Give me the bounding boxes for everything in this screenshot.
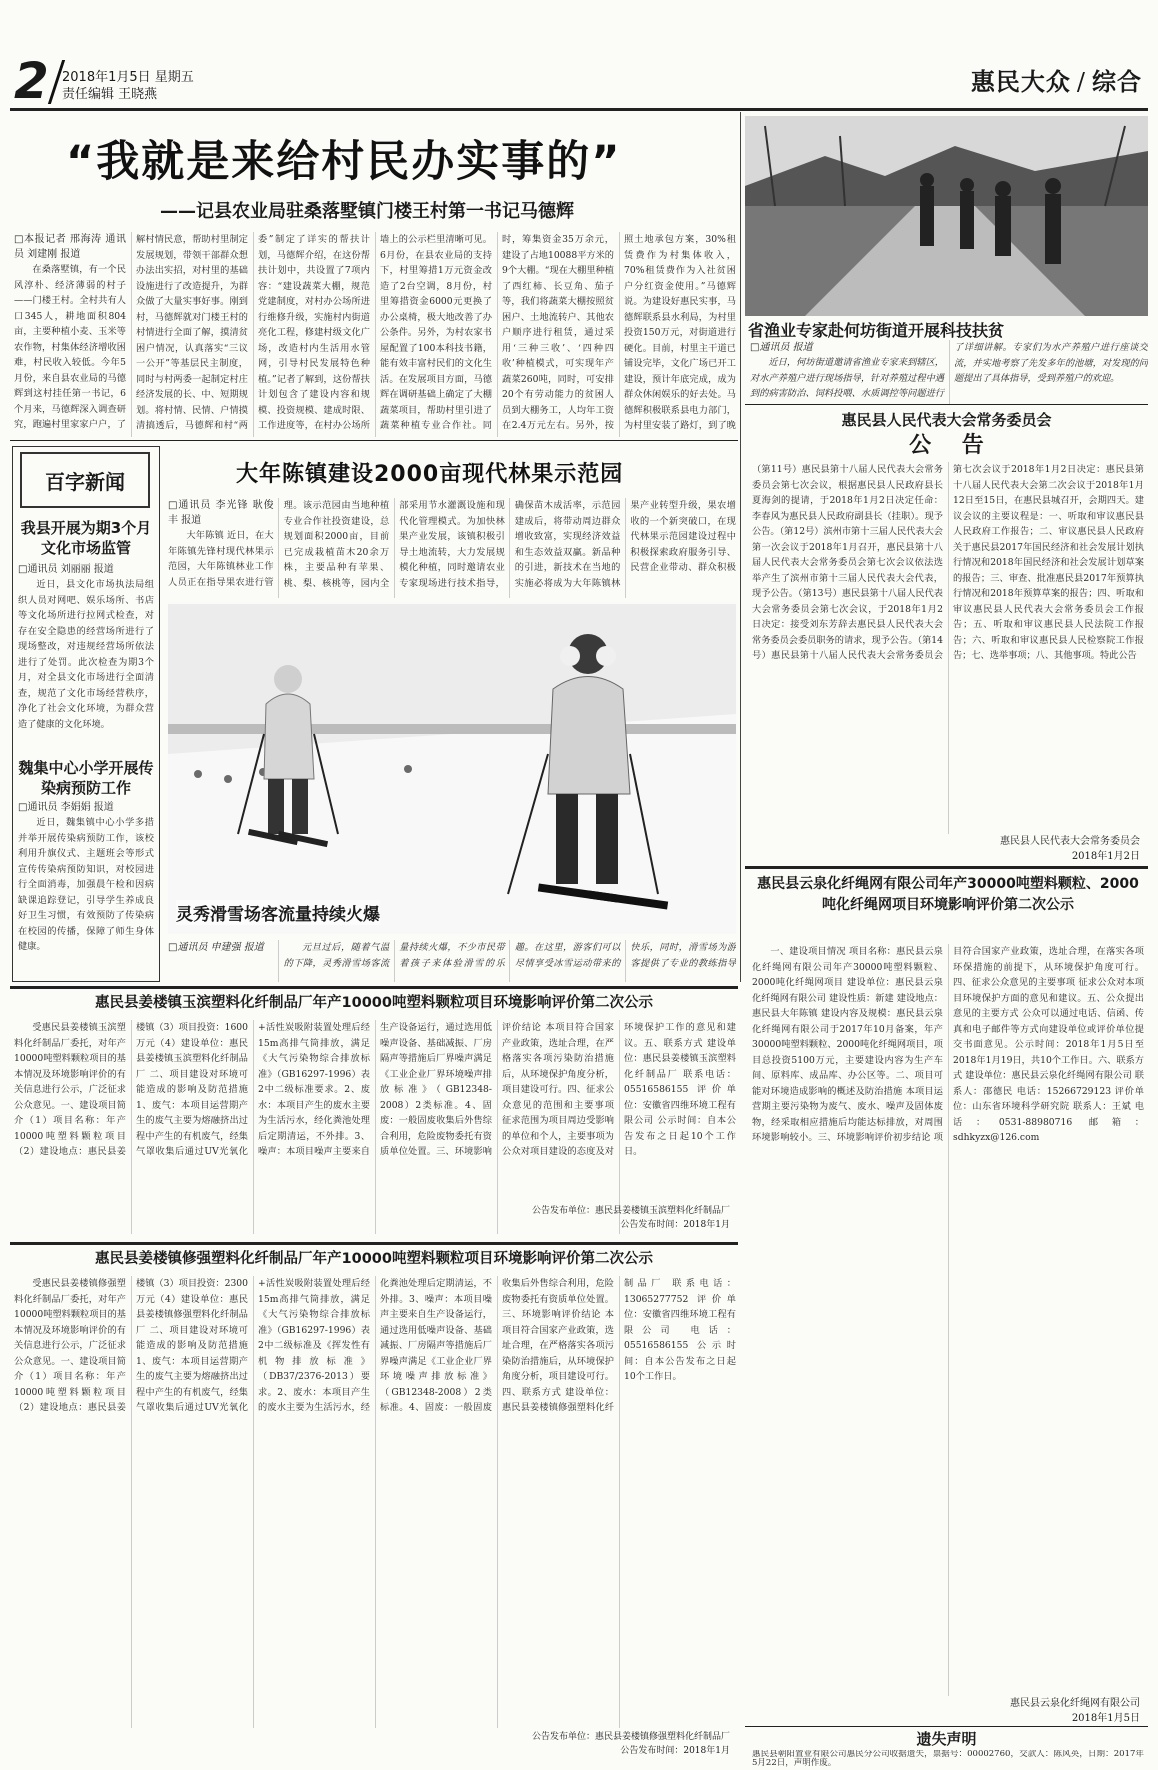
notice-top-rule [745, 404, 1148, 405]
expert-text-block [750, 340, 1148, 404]
news-item-1-title: 我县开展为期3个月文化市场监管 [20, 519, 152, 557]
env3-date: 2018年1月5日 [1071, 1713, 1140, 1724]
notice-body [752, 462, 1144, 834]
right-column-rule [740, 112, 741, 982]
ski-body [168, 940, 736, 982]
ski-text: 元旦过后，随着气温的下降，灵秀滑雪场客流量持续火爆，不少市民带着孩子来体验滑雪的乐趣。在这里，游客们可以尽情享受冰雪运动带来的快乐，同时，滑雪场为游客提供了专业的教练指导 [283, 942, 736, 969]
forest-body [168, 498, 736, 598]
lead-bottom-rule [10, 440, 738, 441]
env3-title: 惠民县云泉化纤绳网有限公司年产30000吨塑料颗粒、2000吨化纤绳网项目环境影响评价第二次公示 [757, 876, 1139, 913]
news-item-1-text: 近日，县文化市场执法局组织人员对网吧、娱乐场所、书店等文化场所进行拉网式检查，对存在安全隐患的经营场所进行了现场整改，对违规经营场所依法进行了处罚。此次检查为期3个月，对全县文化市场进行全面清查，规范了文化市场经营秩序，净化了社会文化环境，为群众营造了健康的文化环境。 [18, 579, 154, 730]
lead-byline: □本报记者 邢海涛 通讯员 刘建刚 报道 [14, 234, 126, 260]
forest-byline: □通讯员 李光锋 耿俊丰 报道 [168, 500, 274, 526]
lost-title: 遗失声明 [916, 1730, 977, 1748]
brand-name: 惠民大众 [970, 67, 1071, 96]
env2-top-rule [10, 1242, 738, 1245]
lost-top-rule [745, 1726, 1148, 1727]
ski-photo [168, 604, 736, 934]
section-name: 综合 [1092, 67, 1142, 96]
expert-photo [745, 116, 1148, 316]
page-number: 2 [14, 52, 49, 110]
ski-caption: 灵秀滑雪场客流量持续火爆 [176, 900, 380, 925]
env2-body [14, 1276, 736, 1728]
env2-date: 公告发布时间：2018年1月 [620, 1746, 730, 1756]
lost-body: 惠民县朝阳置业有限公司惠民分公司收据遗失，票据号：00002760，交款人：陈风英，日期：2017年5月22日，声明作废。 [752, 1750, 1144, 1768]
env3-body [752, 944, 1144, 1696]
env1-text: 受惠民县姜楼镇玉滨塑料化纤制品厂委托，对年产10000吨塑料颗粒项目的基本情况及环境影响评价的有关信息进行公示，广泛征求公众意见。一、建设项目简介（1）项目名称：年产10000吨塑料颗粒项目（2）建设地点：惠民县姜楼镇（3）项目投资：1600万元（4）建设单位：惠民县姜楼镇玉滨塑料化纤制品厂 二、项目建设对环境可能造成的影响及防范措施 1、废气：本项目运营期产生的废气主要为熔融挤出过程中产生的有机废气，经集气罩收集后通过UV光氧化+活性炭吸附装置处理后经15m高排气筒排放，满足《大气污染物综合排放标准》（GB16297-1996）表2中二级标准要求。2、废水：本项目产生的废水主要为生活污水，经化粪池处理后定期清运，不外排。3、噪声：本项目噪声主要来自生产设备运行，通过选用低噪声设备、基础减振、厂房隔声等措施后厂界噪声满足《工业企业厂界环境噪声排放标准》（GB12348-2008）2类标准。4、固废：一般固废收集后外售综合利用，危险废物委托有资质单位处置。三、环境影响评价结论 本项目符合国家产业政策，选址合理，在严格落实各项污染防治措施后，从环境保护角度分析，项目建设可行。四、征求公众意见的范围和主要事项 征求范围为项目周边受影响的单位和个人，主要事项为公众对项目建设的态度及对环境保护工作的意见和建议。五、联系方式 建设单位：惠民县姜楼镇玉滨塑料化纤制品厂 联系电话：05516586155 评价单位：安徽省四维环境工程有限公司 公示时间：自本公告发布之日起10个工作日。 [14, 1022, 736, 1157]
news-item-2 [18, 800, 154, 978]
expert-byline: □通讯员 报道 [750, 342, 813, 353]
notice-date: 2018年1月2日 [1071, 851, 1140, 862]
lead-text: 在桑落墅镇，有一个民风淳朴、经济薄弱的村子——门楼王村。全村共有人口345人，耕地面积804亩，主要种植小麦、玉米等农作物，村集体经济增收困难，村民收入较低。今年5月份，来自县农业局的马德辉到这村挂任第一书记，6个月来，马德辉深入调查研究，跑遍村里家家户户，了解村情民意，帮助村里制定发展规划，带领干部群众想办法出实招，对村里的基础设施进行了改造提升，为群众做了大量实事好事。刚到村，马德辉就对门楼王村的村情进行全面了解，摸清贫困户情况，认真落实“三议一公开”等基层民主制度，同时与村两委一起制定村庄经济发展的长、中、短期规划。将村情、民情、户情摸清搞透后，马德辉和村“两委”制定了详实的帮扶计划，马德辉介绍，在这份帮扶计划中，共设置了7项内容：“建设蔬菜大棚，规范党建制度，对村办公场所进行维修升级，实施村内街道亮化工程，修建村级文化广场，改造村内生活用水管网，引导村民发展特色种植。”记者了解到，这份帮扶计划包含了建设内容和规模、投资规模、建成时限、工作进度等，在村办公场所墙上的公示栏里清晰可见。6月份，在县农业局的支持下，村里筹措1万元资金改造了2台空调，8月份，村里筹措资金6000元更换了办公桌椅，极大地改善了办公条件。另外，为村农家书屋配置了100本科技书籍，能有效丰富村民们的文化生活。在发展项目方面，马德辉在调研基础上确定了大棚蔬菜项目，帮助村里引进了蔬菜种植专业合作社。同时，筹集资金35万余元，建设了占地10088平方米的9个大棚。“现在大棚里种植了西红柿、长豆角、茄子等，我们将蔬菜大棚按照贫困户、土地流转户、其他农户顺序进行租赁，通过采用‘三种三收’、‘四种四收’种植模式，可实现年产蔬菜260吨，同时，可安排20个有劳动能力的贫困人员到大棚务工，人均年工资在2.4万元左右。另外，按照土地承包方案，30%租赁费作为村集体收入，70%租赁费作为入社贫困户分红资金使用。”马德辉说。为建设好惠民实事，马德辉联系县水利局，为村里投资150万元，对街道进行硬化。目前，村里主干道已铺设完毕，文化广场已开工建设，预计年底完成，成为群众休闲娱乐的好去处。马德辉积极联系县电力部门，为村里安装了路灯，到了晚 [14, 234, 736, 431]
news-box-logo [20, 452, 150, 508]
news-item-2-title: 魏集中心小学开展传染病预防工作 [18, 759, 154, 797]
env1-date: 公告发布时间：2018年1月 [620, 1220, 730, 1230]
lead-body [14, 232, 736, 437]
notice-header: 惠民县人民代表大会常务委员会 [841, 411, 1052, 429]
news-item-1-byline: □通讯员 刘丽丽 报道 [18, 564, 114, 575]
forest-text: 大年陈镇 近日，在大年陈镇先锋村现代林果示范园，大年陈镇林业工作人员正在指导果农进行管理。该示范园由当地种植专业合作社投资建设，总规划面积2000亩，目前已完成栽植苗木20余万株，主要品种有苹果、桃、梨、核桃等，园内全部采用节水灌溉设施和现代化管理模式。为加快林果产业发展，该镇积极引导土地流转，大力发展规模化种植，同时邀请农业专家现场进行技术指导，确保苗木成活率，示范园建成后，将带动周边群众增收致富，实现经济效益和生态效益双赢。新品种的引进，新技术在当地的实施必将成为大年陈镇林果产业转型升级，果农增收的一个新突破口，在现代林果示范园建设过程中积极探索政府服务引导、民营企业带动、群众积极 [168, 500, 736, 589]
notice-text: （第11号）惠民县第十八届人民代表大会常务委员会第七次会议，根据惠民县人民政府县长夏海剑的提请，于2018年1月2日决定任命：李春风为惠民县人民政府副县长（挂职）。现予公告。（第12号）滨州市第十三届人民代表大会第一次会议于2018年1月召开，惠民县第十八届人民代表大会常务委员会第七次会议依法选举产生了滨州市第十三届人民代表大会代表，现予公告。（第13号）惠民县第十八届人民代表大会常务委员会第七次会议，于2018年1月2日决定：接受刘东芳辞去惠民县人民代表大会常务委员会委员职务的请求，现予公告。（第14号）惠民县第十八届人民代表大会常务委员会第七次会议于2018年1月2日决定：惠民县第十八届人民代表大会第二次会议于2018年1月12日至15日，在惠民县城召开，会期四天。建议会议的主要议程是：一、听取和审议惠民县人民政府工作报告；二、审议惠民县人民政府关于惠民县2017年国民经济和社会发展计划执行情况和2018年国民经济和社会发展计划草案的报告；三、审查、批准惠民县2017年预算执行情况和2018年预算草案的报告；四、听取和审议惠民县人民代表大会常务委员会工作报告；五、听取和审议惠民县人民法院工作报告；六、听取和审议惠民县人民检察院工作报告；七、选举事项；八、其他事项。特此公告 [752, 464, 1144, 661]
env1-top-rule [10, 986, 738, 989]
env2-text: 受惠民县姜楼镇修强塑料化纤制品厂委托，对年产10000吨塑料颗粒项目的基本情况及环境影响评价的有关信息进行公示，广泛征求公众意见。一、建设项目简介（1）项目名称：年产10000吨塑料颗粒项目（2）建设地点：惠民县姜楼镇（3）项目投资：2300万元（4）建设单位：惠民县姜楼镇修强塑料化纤制品厂 二、项目建设对环境可能造成的影响及防范措施 1、废气：本项目运营期产生的废气主要为熔融挤出过程中产生的有机废气，经集气罩收集后通过UV光氧化+活性炭吸附装置处理后经15m高排气筒排放，满足《大气污染物综合排放标准》（GB16297-1996）表2中二级标准及《挥发性有机物排放标准》（DB37/2376-2013）要求。2、废水：本项目产生的废水主要为生活污水，经化粪池处理后定期清运，不外排。3、噪声：本项目噪声主要来自生产设备运行，通过选用低噪声设备、基础减振、厂房隔声等措施后厂界噪声满足《工业企业厂界环境噪声排放标准》（GB12348-2008）2类标准。4、固废：一般固废收集后外售综合利用，危险废物委托有资质单位处置。三、环境影响评价结论 本项目符合国家产业政策，选址合理，在严格落实各项污染防治措施后，从环境保护角度分析，项目建设可行。四、联系方式 建设单位：惠民县姜楼镇修强塑料化纤制品厂 联系电话：13065277752 评价单位：安徽省四维环境工程有限公司 电话：05516586155 公示时间：自本公告发布之日起10个工作日。 [14, 1278, 736, 1413]
env1-signer: 公告发布单位：惠民县姜楼镇玉滨塑料化纤制品厂 [531, 1206, 730, 1216]
notice-signer: 惠民县人民代表大会常务委员会 [1000, 836, 1140, 847]
brand-divider: / [1076, 68, 1086, 96]
notice-signature [900, 834, 1140, 864]
env1-body [14, 1020, 736, 1234]
ski-byline: □通讯员 申建强 报道 [168, 942, 264, 953]
notice-title: 公 告 [909, 433, 984, 458]
notice-bottom-rule [745, 866, 1148, 869]
brand [971, 62, 1142, 97]
env2-signature [480, 1730, 730, 1758]
editor-credit: 责任编辑 王晓燕 [62, 87, 158, 102]
env3-text: 一、建设项目情况 项目名称：惠民县云泉化纤绳网有限公司年产30000吨塑料颗粒、2000吨化纤绳网项目 建设单位：惠民县云泉化纤绳网有限公司 建设性质：新建 建设地点：惠民县大年陈镇 建设内容及规模：惠民县云泉化纤绳网有限公司于2017年10月备案，年产30000吨塑料颗粒、2000吨化纤绳网项目，项目总投资5100万元，主要建设内容为生产车间、原料库、成品库、办公区等。二、项目可能对环境造成影响的概述及防治措施 本项目运营期主要污染物为废气、废水、噪声及固体废物，经采取相应措施后均能达标排放，对周围环境影响较小。三、环境影响评价初步结论 项目符合国家产业政策，选址合理，在落实各项环保措施的前提下，从环境保护角度可行。四、征求公众意见的主要事项 征求公众对本项目环境保护方面的意见和建议。五、公众提出意见的主要方式 公众可以通过电话、信函、传真和电子邮件等方式向建设单位或评价单位提交书面意见。公示时间：2018年1月5日至2018年1月19日，共10个工作日。六、联系方式 建设单位：惠民县云泉化纤绳网有限公司 联系人：邵德民 电话：15266729123 评价单位：山东省环境科学研究院 联系人：王斌 电话：0531-88980716 邮箱：sdhkyzx@126.com [752, 946, 1144, 1143]
lead-subtitle: ——记县农业局驻桑落墅镇门楼王村第一书记马德辉 [160, 201, 574, 222]
lead-title: “我就是来给村民办实事的” [66, 137, 622, 187]
forest-title: 大年陈镇建设2000亩现代林果示范园 [236, 462, 624, 487]
expert-photo-image [745, 116, 1148, 316]
expert-caption: 省渔业专家赴何坊街道开展科技扶贫 [748, 321, 1005, 340]
issue-date: 2018年1月5日 星期五 [62, 70, 194, 85]
ski-photo-image [168, 604, 736, 934]
env2-signer: 公告发布单位：惠民县姜楼镇修强塑料化纤制品厂 [531, 1732, 730, 1742]
news-item-2-byline: □通讯员 李娟娟 报道 [18, 802, 114, 813]
issue-meta [62, 69, 194, 103]
env1-title: 惠民县姜楼镇玉滨塑料化纤制品厂年产10000吨塑料颗粒项目环境影响评价第二次公示 [95, 995, 653, 1011]
expert-text: 近日，何坊街道邀请省渔业专家来到辖区，对水产养殖户进行现场指导，针对养殖过程中遇到的病害防治、饲料投喂、水质调控等问题进行了详细讲解。专家们为水产养殖户进行座谈交流，并实地考察了先发多年的池塘，对发现的问题提出了具体指导，受到养殖户的欢迎。 [750, 342, 1148, 399]
header-rule [10, 108, 1148, 111]
env3-signature [900, 1696, 1140, 1726]
news-item-2-text: 近日，魏集镇中心小学多措并举开展传染病预防工作，该校利用升旗仪式、主题班会等形式宣传传染病预防知识，对校园进行全面消毒，加强晨午检和因病缺课追踪登记，引导学生养成良好卫生习惯，有效预防了传染病在校园的传播，保障了师生身体健康。 [18, 817, 154, 952]
env1-signature [480, 1204, 730, 1232]
env3-signer: 惠民县云泉化纤绳网有限公司 [1010, 1698, 1140, 1709]
news-item-1 [18, 562, 154, 784]
env2-title: 惠民县姜楼镇修强塑料化纤制品厂年产10000吨塑料颗粒项目环境影响评价第二次公示 [95, 1251, 653, 1267]
news-box-logo-text: 百字新闻 [45, 469, 125, 494]
